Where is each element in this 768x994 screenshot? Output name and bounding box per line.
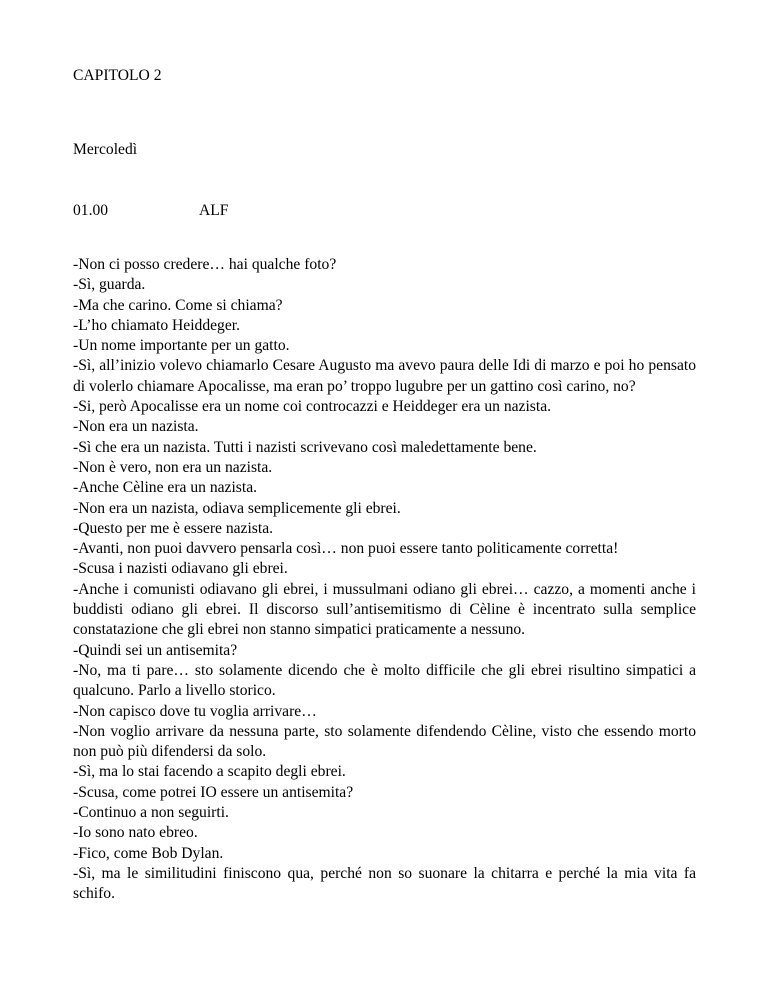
dialogue-line: -L’ho chiamato Heiddeger. (73, 316, 240, 334)
dialogue-line: -Non era un nazista, odiava semplicemente gli ebrei. (73, 499, 401, 517)
dialogue-line: -Si, però Apocalisse era un nome coi controcazzi e Heiddeger era un nazista. (73, 398, 552, 416)
dialogue-line: -Non ci posso credere… hai qualche foto? (73, 256, 337, 273)
dialogue-line: -Scusa, come potrei IO essere un antisemita? (73, 783, 354, 801)
dialogue-line: -Fico, come Bob Dylan. (73, 844, 224, 862)
dialogue-line: -Sì che era un nazista. Tutti i nazisti scrivevano così maledettamente bene. (73, 438, 537, 456)
dialogue-line: -Io sono nato ebreo. (73, 824, 198, 842)
dialogue-line: -Scusa i nazisti odiavano gli ebrei. (73, 560, 288, 578)
chapter-heading: CAPITOLO 2 (73, 67, 162, 84)
dialogue-line: -Sì, guarda. (73, 276, 146, 294)
dialogue-body (73, 255, 696, 905)
scene-speaker: ALF (199, 202, 229, 219)
scene-header (73, 201, 473, 221)
dialogue-line: -Non voglio arrivare da nessuna parte, sto solamente difendendo Cèline, visto che essendo morto non può più difendersi da solo. (73, 722, 696, 761)
dialogue-line: -Anche i comunisti odiavano gli ebrei, i mussulmani odiano gli ebrei… cazzo, a momenti anche i buddisti odiano gli ebrei. Il discorso sull’antisemitismo di Cèline è incentrato sulla semplice constatazione che gli ebrei non stanno simpatici praticamente a nessuno. (73, 580, 696, 639)
dialogue-line: -Non capisco dove tu voglia arrivare… (73, 702, 317, 720)
day-heading: Mercoledì (73, 141, 138, 158)
dialogue-line: -Ma che carino. Come si chiama? (73, 296, 283, 314)
dialogue-line: -No, ma ti pare… sto solamente dicendo che è molto difficile che gli ebrei risultino simpatici a qualcuno. Parlo a livello storico. (73, 661, 696, 700)
dialogue-line: -Un nome importante per un gatto. (73, 337, 290, 355)
dialogue-line: -Continuo a non seguirti. (73, 804, 229, 822)
scene-time: 01.00 (73, 202, 109, 219)
dialogue-line: -Questo per me è essere nazista. (73, 519, 274, 537)
dialogue-line: -Avanti, non puoi davvero pensarla così… non puoi essere tanto politicamente corretta! (73, 540, 619, 558)
dialogue-line: -Quindi sei un antisemita? (73, 641, 238, 659)
dialogue-line: -Sì, ma le similitudini finiscono qua, perché non so suonare la chitarra e perché la mia vita fa schifo. (73, 864, 696, 903)
dialogue-line: -Sì, ma lo stai facendo a scapito degli ebrei. (73, 763, 346, 781)
dialogue-line: -Sì, all’inizio volevo chiamarlo Cesare Augusto ma avevo paura delle Idi di marzo e poi ho pensato di volerlo chiamare Apocalisse, ma eran po’ troppo lugubre per un gattino così carino, no? (73, 357, 696, 395)
dialogue-line: -Non era un nazista. (73, 418, 199, 436)
dialogue-line: -Anche Cèline era un nazista. (73, 479, 258, 497)
dialogue-line: -Non è vero, non era un nazista. (73, 458, 273, 476)
